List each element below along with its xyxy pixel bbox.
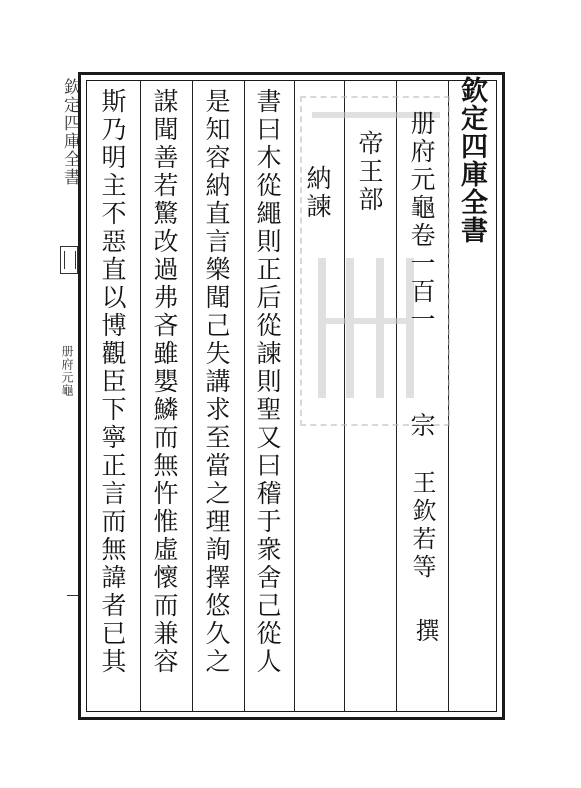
fish-tail-mark-icon (60, 246, 78, 274)
column-rule (294, 80, 295, 712)
volume-title: 册府元龜卷一百一 (407, 110, 436, 334)
author-role: 撰 (411, 618, 439, 642)
column-rule (192, 80, 193, 712)
body-column-4: 斯乃明主不惡直以博觀臣下寧正言而無諱者已其 (98, 88, 127, 676)
spine-title: 欽定四庫全書 (60, 78, 80, 186)
body-column-3: 謀聞善若驚改過弗吝雖嬰鱗而無忤惟虛懷而兼容 (150, 88, 179, 676)
author-name: 王欽若等 (408, 470, 436, 582)
topic-heading: 納諫 (303, 165, 332, 221)
column-rule (140, 80, 141, 712)
spine-book-title: 册府元龜 (60, 345, 74, 397)
body-column-1: 書曰木從繩則正后從諫則聖又曰稽于衆舍己從人 (253, 88, 282, 676)
body-column-2: 是知容納直言樂聞己失講求至當之理詢擇悠久之 (202, 88, 231, 676)
library-title: 欽定四庫全書 (456, 76, 487, 244)
volume-title-suffix: 宗 (407, 412, 436, 440)
chapter-heading: 帝王部 (355, 130, 384, 214)
column-rule (244, 80, 245, 712)
